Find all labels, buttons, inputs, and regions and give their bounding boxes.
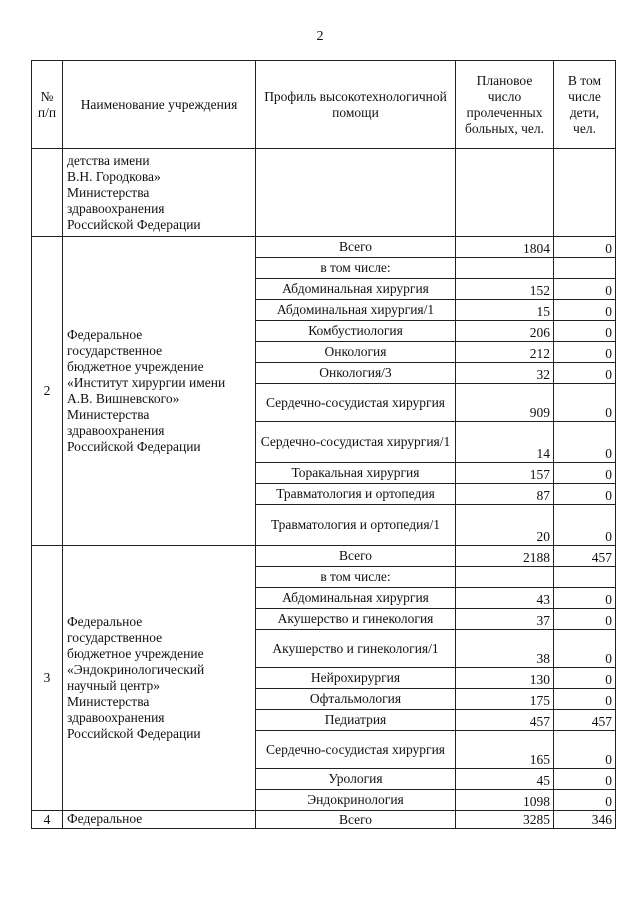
table-row: [32, 237, 616, 258]
profile-cell: Акушерство и гинекология/1: [256, 630, 456, 668]
institution-line: государственное: [67, 630, 163, 645]
continuation-profile: [256, 149, 456, 237]
profile-cell: Абдоминальная хирургия: [256, 279, 456, 300]
planned-count: 165: [456, 731, 554, 769]
row-number: 2: [32, 237, 63, 546]
planned-count: 43: [456, 588, 554, 609]
planned-count: [456, 258, 554, 279]
planned-count: 37: [456, 609, 554, 630]
continuation-planned: [456, 149, 554, 237]
continuation-row: [32, 149, 616, 237]
children-count: 0: [554, 279, 616, 300]
planned-count: 14: [456, 422, 554, 463]
profile-cell: в том числе:: [256, 258, 456, 279]
profile-cell: Абдоминальная хирургия/1: [256, 300, 456, 321]
header-num: № п/п: [32, 61, 63, 149]
institution-line: А.В. Вишневского»: [67, 391, 180, 406]
profile-cell: Офтальмология: [256, 689, 456, 710]
children-count: 346: [554, 811, 616, 829]
planned-count: 87: [456, 484, 554, 505]
institution-line: «Эндокринологический: [67, 662, 205, 677]
planned-count: 157: [456, 463, 554, 484]
page-number: 2: [316, 29, 324, 44]
planned-count: 206: [456, 321, 554, 342]
institution-line: Российской Федерации: [67, 439, 201, 454]
continuation-num: [32, 149, 63, 237]
planned-count: 15: [456, 300, 554, 321]
institution-line: здравоохранения: [67, 200, 165, 216]
header-children: В том числе дети, чел.: [554, 61, 616, 149]
header-profile: Профиль высокотехнологичной помощи: [256, 61, 456, 149]
institution-line: Министерства: [67, 694, 150, 709]
institution-line: Российской Федерации: [67, 726, 201, 741]
children-count: 457: [554, 546, 616, 567]
institution-line: детства имени: [67, 152, 150, 168]
institution-line: «Институт хирургии имени: [67, 375, 226, 390]
planned-count: 909: [456, 384, 554, 422]
institution-line: Федеральное: [67, 327, 143, 342]
institution-line: здравоохранения: [67, 423, 165, 438]
profile-cell: в том числе:: [256, 567, 456, 588]
table-row: [32, 811, 616, 829]
continuation-children: [554, 149, 616, 237]
planned-count: 45: [456, 769, 554, 790]
planned-count: 32: [456, 363, 554, 384]
profile-cell: Онкология: [256, 342, 456, 363]
profile-cell: Травматология и ортопедия: [256, 484, 456, 505]
children-count: 0: [554, 505, 616, 546]
institution-line: Министерства: [67, 407, 150, 422]
profile-cell: Урология: [256, 769, 456, 790]
profile-cell: Эндокринология: [256, 790, 456, 811]
table-row: [32, 546, 616, 567]
continuation-institution: [63, 149, 256, 237]
children-count: [554, 567, 616, 588]
institution-line: государственное: [67, 343, 163, 358]
institution-line: Федеральное: [67, 811, 143, 826]
children-count: 0: [554, 484, 616, 505]
children-count: 0: [554, 731, 616, 769]
profile-cell: Абдоминальная хирургия: [256, 588, 456, 609]
profile-cell: Комбустиология: [256, 321, 456, 342]
planned-count: 3285: [456, 811, 554, 829]
institution-line: В.Н. Городкова»: [67, 168, 161, 184]
profile-cell: Сердечно-сосудистая хирургия: [256, 731, 456, 769]
planned-count: 130: [456, 668, 554, 689]
profile-cell: Всего: [256, 546, 456, 567]
children-count: 0: [554, 300, 616, 321]
profile-cell: Сердечно-сосудистая хирургия/1: [256, 422, 456, 463]
planned-count: 175: [456, 689, 554, 710]
planned-count: 2188: [456, 546, 554, 567]
planned-count: 1098: [456, 790, 554, 811]
institution-line: научный центр»: [67, 678, 160, 693]
children-count: 0: [554, 609, 616, 630]
profile-cell: Травматология и ортопедия/1: [256, 505, 456, 546]
planned-count: 212: [456, 342, 554, 363]
children-count: 0: [554, 668, 616, 689]
institution-line: бюджетное учреждение: [67, 359, 204, 374]
children-count: 457: [554, 710, 616, 731]
institution-line: Федеральное: [67, 614, 143, 629]
header-planned: Плановое число пролеченных больных, чел.: [456, 61, 554, 149]
institution-name: [63, 811, 256, 829]
children-count: 0: [554, 321, 616, 342]
planned-count: 1804: [456, 237, 554, 258]
profile-cell: Нейрохирургия: [256, 668, 456, 689]
children-count: 0: [554, 422, 616, 463]
children-count: 0: [554, 689, 616, 710]
children-count: 0: [554, 463, 616, 484]
children-count: 0: [554, 363, 616, 384]
header-row: [32, 61, 616, 149]
profile-cell: Онкология/3: [256, 363, 456, 384]
planned-count: 20: [456, 505, 554, 546]
planned-count: 152: [456, 279, 554, 300]
profile-cell: Сердечно-сосудистая хирургия: [256, 384, 456, 422]
children-count: 0: [554, 769, 616, 790]
profile-cell: Всего: [256, 237, 456, 258]
institution-line: бюджетное учреждение: [67, 646, 204, 661]
institution-name: [63, 546, 256, 811]
planned-count: [456, 567, 554, 588]
row-number: 4: [32, 811, 63, 829]
row-number: 3: [32, 546, 63, 811]
header-name: Наименование учреждения: [63, 61, 256, 149]
children-count: 0: [554, 790, 616, 811]
hospital-care-table: [31, 60, 616, 829]
children-count: [554, 258, 616, 279]
children-count: 0: [554, 630, 616, 668]
profile-cell: Акушерство и гинекология: [256, 609, 456, 630]
children-count: 0: [554, 384, 616, 422]
children-count: 0: [554, 342, 616, 363]
institution-name: [63, 237, 256, 546]
children-count: 0: [554, 588, 616, 609]
institution-line: Российской Федерации: [67, 216, 201, 232]
profile-cell: Торакальная хирургия: [256, 463, 456, 484]
profile-cell: Педиатрия: [256, 710, 456, 731]
institution-line: Министерства: [67, 184, 150, 200]
planned-count: 38: [456, 630, 554, 668]
children-count: 0: [554, 237, 616, 258]
planned-count: 457: [456, 710, 554, 731]
institution-line: здравоохранения: [67, 710, 165, 725]
profile-cell: Всего: [256, 811, 456, 829]
